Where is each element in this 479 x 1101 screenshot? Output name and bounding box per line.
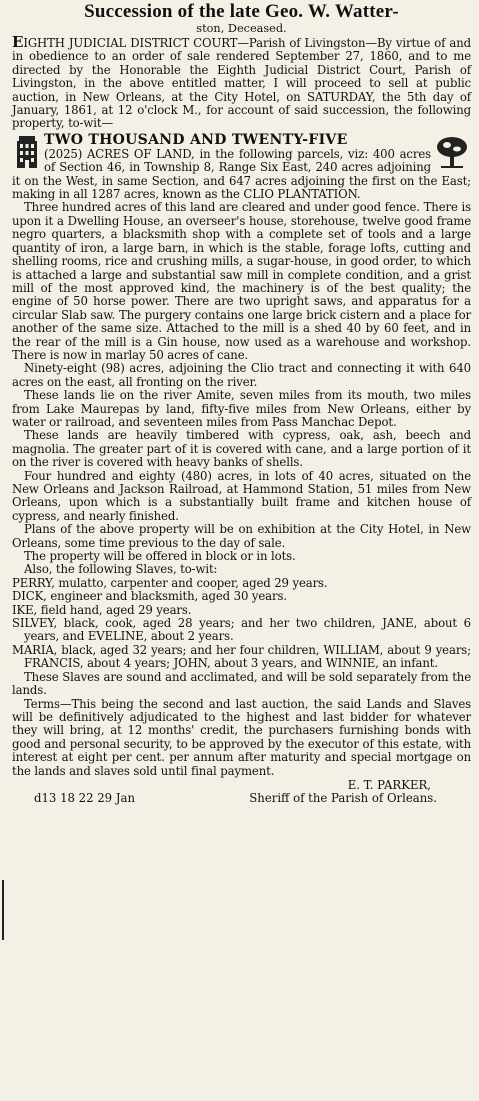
paragraph-slaves-intro: Also, the following Slaves, to-wit: [24,562,218,577]
paragraph-slaves-sound: These Slaves are sound and acclimated, and will be sold separately from the lands. [12,669,471,698]
list-item: SILVEY, black, cook, aged 28 years; and her two children, JANE, about 6 years, and EVELINE, about 2 years. [12,616,471,644]
signature-block [12,779,471,806]
notice-title: Succession of the late Geo. W. Watter- [84,1,399,22]
notice-subtitle: ston, Deceased. [196,22,287,35]
tree-icon [435,135,469,169]
paragraph-acreage: (2025) ACRES OF LAND, in the following parcels, viz: 400 acres of Section 46, in Township 8, Range Six East, 240 acres adjoining it on the West, in same Section, and 647 acres adjoining the first on the East; making in all 1287 acres, known as the CLIO PLANTATION. [12,146,471,202]
list-item: IKE, field hand, aged 29 years. [12,602,192,617]
house-icon [16,135,38,169]
column-rule [2,880,4,940]
list-item: MARIA, black, aged 32 years; and her four children, WILLIAM, about 9 years; FRANCIS, about 4 years; JOHN, about 3 years, and WINNIE, an infant. [12,642,471,671]
paragraph-improvements: Three hundred acres of this land are cleared and under good fence. There is upon it a Dwelling House, an overseer's house, storehouse, twelve good frame negro quarters, a blacksmith shop with a complete set of tools and a large quantity of iron, a large barn, in which is the stable, forage lofts, cutting and shelling rooms, rice and crushing mills, a sugar-house, in good order, to which is attached a large and substantial saw mill in complete condition, and a grist mill of the most approved kind, the machinery is of the best quality; the engine of 50 horse power. There are two upright saws, and apparatus for a circular Slab saw. The purgery contains one large brick cistern and a place for another of the same size. Attached to the mill is a shed 40 by 60 feet, and in the rear of the mill is a Gin house, now used as a warehouse and workshop. There is now in marlay 50 acres of cane. [12,200,471,362]
slave-list [12,577,471,671]
land-block [12,133,471,202]
paragraph-location: These lands lie on the river Amite, seven miles from its mouth, two miles from Lake Maurepas by land, fifty-five miles from New Orleans, either by water or railroad, and seventeen miles from Pass Manchac Depot. [12,388,471,429]
paragraph-hammond-lots: Four hundred and eighty (480) acres, in lots of 40 acres, situated on the New Orleans and Jackson Railroad, at Hammond Station, 51 miles from New Orleans, upon which is a substantially built frame and kitchen house of cypress, and nearly finished. [12,468,471,523]
sheriff-name: E. T. PARKER, [347,777,431,792]
paragraph-terms: Terms—This being the second and last auction, the said Lands and Slaves will be definitively adjudicated to the highest and last bidder for whatever they will bring, at 12 months' credit, the purchasers furnishing bonds with good and personal security, to be approved by the executor of this estate, with interest at eight per cent. per annum after maturity and special mortgage on the lands and slaves sold until final payment. [12,696,471,778]
sheriff-office: Sheriff of the Parish of Orleans. [249,791,437,806]
acreage-headline: TWO THOUSAND AND TWENTY-FIVE [44,132,348,148]
paragraph-text: IGHTH JUDICIAL DISTRICT COURT—Parish of Livingston—By virtue of and in obedience to an order of sale rendered September 27, 1860, and to me directed by the Honorable the Eighth Judicial District Court, Parish of Livingston, in the above entitled matter, I will proceed to sell at public auction, in New Orleans, at the City Hotel, on SATURDAY, the 5th day of January, 1861, at 12 o'clock M., for account of said succession, the following property, to-wit— [12,36,471,131]
drop-cap: E [12,33,24,51]
run-dates: d13 18 22 29 Jan [34,791,136,806]
list-item: DICK, engineer and blacksmith, aged 30 years. [12,589,287,604]
paragraph-plans: Plans of the above property will be on exhibition at the City Hotel, in New Orleans, some time previous to the day of sale. [12,522,471,550]
list-item: PERRY, mulatto, carpenter and cooper, aged 29 years. [12,575,328,590]
paragraph-block-or-lots: The property will be offered in block or in lots. [24,549,296,564]
paragraph-court-order [12,33,471,131]
paragraph-timber: These lands are heavily timbered with cypress, oak, ash, beech and magnolia. The greater part of it is covered with cane, and a large portion of it on the river is covered with heavy banks of shells. [12,428,471,470]
paragraph-ninety-eight-acres: Ninety-eight (98) acres, adjoining the Clio tract and connecting it with 640 acres on the east, all fronting on the river. [12,361,471,389]
